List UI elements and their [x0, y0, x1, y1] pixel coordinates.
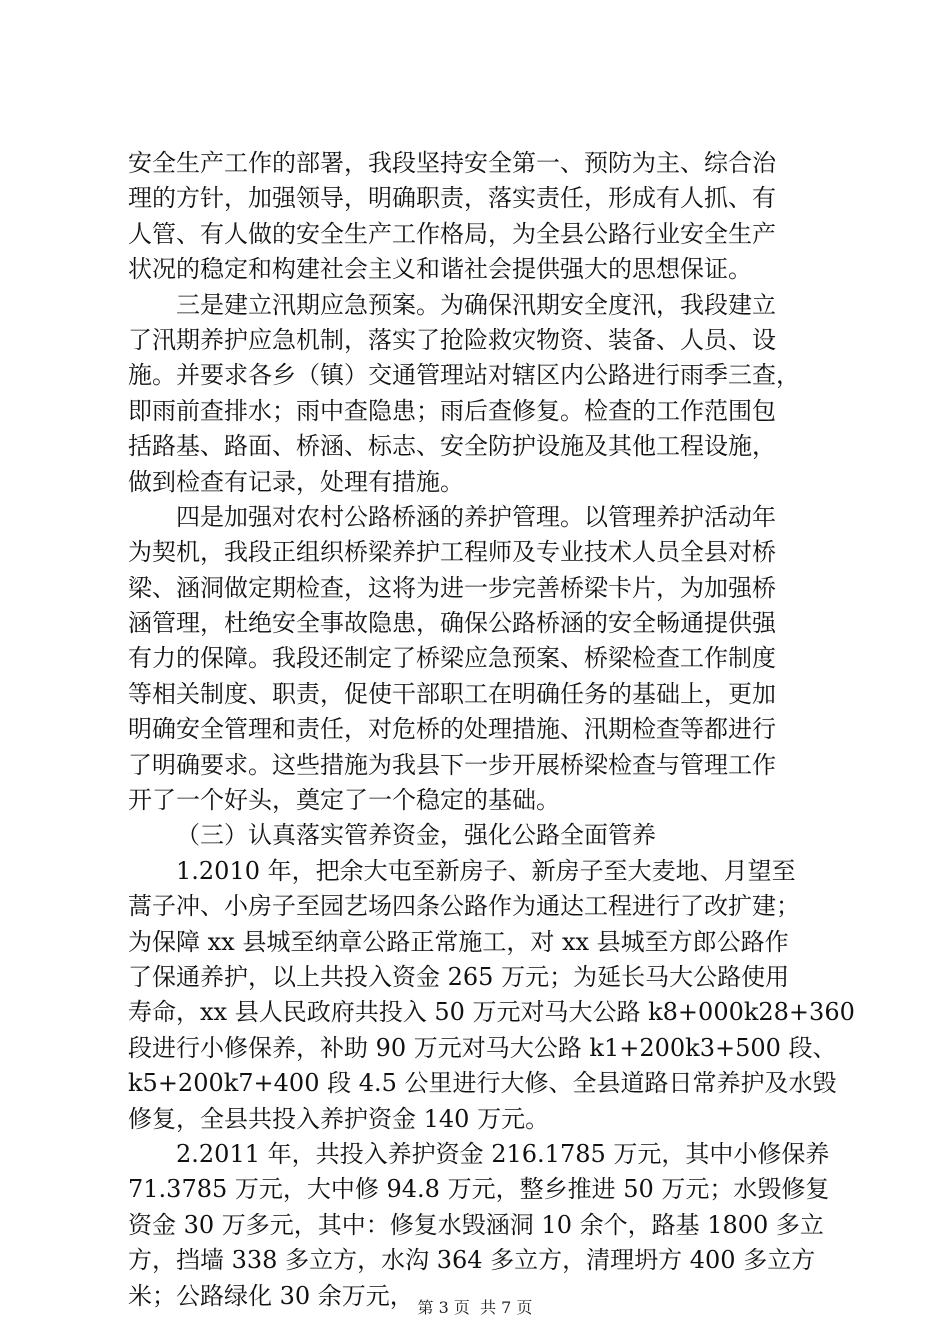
text-line: 施。并要求各乡（镇）交通管理站对辖区内公路进行雨季三查， [128, 361, 800, 390]
text-line: 修复，全县共投入养护资金 140 万元。 [128, 1104, 550, 1133]
paragraph-safety-work [128, 146, 818, 288]
text-line: 米；公路绿化 30 余万元， [128, 1281, 414, 1310]
text-line: 四是加强对农村公路桥涵的养护管理。以管理养护活动年 [176, 502, 776, 531]
text-line: 人管、有人做的安全生产工作格局，为全县公路行业安全生产 [128, 219, 776, 248]
text-line: 资金 30 万多元，其中：修复水毁涵洞 10 余个，路基 1800 多立 [128, 1210, 824, 1239]
text-line: 做到检查有记录，处理有措施。 [128, 467, 464, 496]
text-line: 理的方针，加强领导，明确职责，落实责任，形成有人抓、有 [128, 184, 776, 213]
text-line: 梁、涵洞做定期检查，这将为进一步完善桥梁卡片，为加强桥 [128, 573, 776, 602]
text-line: 有力的保障。我段还制定了桥梁应急预案、桥梁检查工作制度 [128, 644, 776, 673]
page-number: 第 3 页 [417, 1298, 470, 1317]
page-total: 共 7 页 [480, 1298, 533, 1317]
text-line: 寿命，xx 县人民政府共投入 50 万元对马大公路 k8+000k28+360 [128, 998, 855, 1027]
paragraph-flood-emergency-plan [128, 288, 818, 500]
text-line: 1.2010 年，把余大屯至新房子、新房子至大麦地、月望至 [176, 856, 796, 885]
document-body [128, 146, 855, 1314]
paragraph-2011-funding [128, 1137, 830, 1314]
text-line: 涵管理，杜绝安全事故隐患，确保公路桥涵的安全畅通提供强 [128, 609, 776, 638]
text-line: 开了一个好头，奠定了一个稳定的基础。 [128, 786, 560, 815]
text-line: 等相关制度、职责，促使干部职工在明确任务的基础上，更加 [128, 679, 776, 708]
text-line: 三是建立汛期应急预案。为确保汛期安全度汛，我段建立 [176, 290, 776, 319]
text-line: 安全生产工作的部署，我段坚持安全第一、预防为主、综合治 [128, 149, 776, 177]
page-footer [0, 1298, 950, 1318]
section-heading [128, 818, 818, 853]
paragraph-2010-funding [128, 854, 855, 1137]
text-line: 即雨前查排水；雨中查隐患；雨后查修复。检查的工作范围包 [128, 396, 776, 425]
text-line: 蒿子冲、小房子至园艺场四条公路作为通达工程进行了改扩建； [128, 892, 800, 921]
text-line: 2.2011 年，共投入养护资金 216.1785 万元，其中小修保养 [176, 1139, 830, 1168]
text-line: 明确安全管理和责任，对危桥的处理措施、汛期检查等都进行 [128, 715, 776, 744]
text-line: 为契机，我段正组织桥梁养护工程师及专业技术人员全县对桥 [128, 538, 776, 567]
text-line: 方，挡墙 338 多立方，水沟 364 多立方，清理坍方 400 多立方 [128, 1246, 816, 1275]
text-line: 了保通养护，以上共投入资金 265 万元；为延长马大公路使用 [128, 962, 790, 991]
text-line: 为保障 xx 县城至纳章公路正常施工，对 xx 县城至方郎公路作 [128, 927, 789, 956]
heading-line: （三）认真落实管养资金，强化公路全面管养 [176, 821, 656, 850]
text-line: 了汛期养护应急机制，落实了抢险救灾物资、装备、人员、设 [128, 325, 776, 354]
text-line: 括路基、路面、桥涵、标志、安全防护设施及其他工程设施， [128, 432, 776, 461]
text-line: k5+200k7+400 段 4.5 公里进行大修、全县道路日常养护及水毁 [128, 1069, 837, 1098]
text-line: 了明确要求。这些措施为我县下一步开展桥梁检查与管理工作 [128, 750, 776, 779]
text-line: 段进行小修保养，补助 90 万元对马大公路 k1+200k3+500 段、 [128, 1033, 837, 1062]
paragraph-bridge-maintenance [128, 500, 818, 819]
text-line: 状况的稳定和构建社会主义和谐社会提供强大的思想保证。 [128, 255, 752, 284]
text-line: 71.3785 万元，大中修 94.8 万元，整乡推进 50 万元；水毁修复 [128, 1175, 830, 1204]
